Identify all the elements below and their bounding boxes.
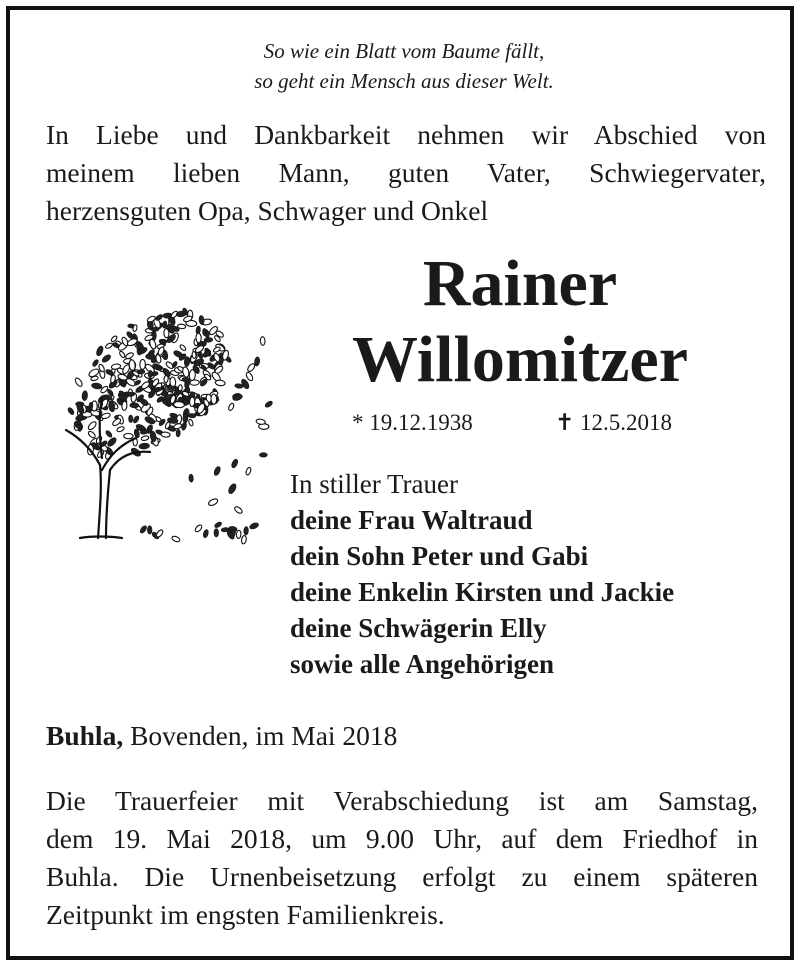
birth-date: * 19.12.1938 xyxy=(352,410,473,435)
leaf-shape xyxy=(227,483,237,495)
leaf-shape xyxy=(259,453,267,457)
leaf-shape xyxy=(183,414,189,423)
leaf-shape xyxy=(202,529,209,538)
leaf-shape xyxy=(202,328,207,336)
leaf-shape xyxy=(122,401,128,411)
leaf-shape xyxy=(67,407,75,416)
leaf-shape xyxy=(245,371,254,381)
leaf-shape xyxy=(246,363,256,373)
leaf-shape xyxy=(139,443,150,450)
funeral-info-line-2: dem 19. Mai 2018, um 9.00 Uhr, auf dem Friedhof in xyxy=(46,823,758,854)
leaf-shape xyxy=(182,377,191,382)
leaf-shape xyxy=(198,315,204,325)
leaf-shape xyxy=(196,333,202,343)
funeral-info-line-1: Die Trauerfeier mit Verabschiedung ist am Samstag, xyxy=(46,785,758,816)
leaf-shape xyxy=(105,342,113,349)
leaf-shape xyxy=(189,474,194,482)
leaf-shape xyxy=(234,505,244,514)
leaf-shape xyxy=(154,313,163,321)
leaf-shape xyxy=(264,400,273,408)
leaf-shape xyxy=(164,328,169,337)
mourner-line: sowie alle Angehörigen xyxy=(290,649,554,679)
leaf-shape xyxy=(171,535,181,543)
leaf-shape xyxy=(74,377,83,388)
leaf-shape xyxy=(119,350,126,358)
deceased-first-name: Rainer xyxy=(422,247,618,320)
death-date: ✝ 12.5.2018 xyxy=(555,410,673,435)
leaf-shape xyxy=(194,524,203,533)
leaf-shape xyxy=(213,466,222,477)
leaf-shape xyxy=(241,535,247,544)
leaf-shape xyxy=(147,526,152,534)
leaf-shape xyxy=(161,432,170,438)
leaf-shape xyxy=(148,370,153,378)
leaf-shape xyxy=(140,359,146,369)
leaf-shape xyxy=(141,435,149,441)
leaf-shape xyxy=(173,401,184,408)
leaf-shape xyxy=(87,420,97,431)
mourner-line: deine Frau Waltraud xyxy=(290,505,533,535)
leaf-shape xyxy=(129,415,133,423)
leaf-shape xyxy=(105,430,113,439)
tree-with-falling-leaves-icon xyxy=(40,280,280,550)
leaf-shape xyxy=(145,354,155,360)
leaf-shape xyxy=(188,419,194,427)
funeral-info-line-3: Buhla. Die Urnenbeisetzung erfolgt zu einem späteren xyxy=(46,861,758,892)
leaf-shape xyxy=(214,521,223,529)
leaf-shape xyxy=(256,418,266,425)
leaf-shape xyxy=(245,467,252,476)
funeral-info-line-4: Zeitpunkt im engsten Familienkreis. xyxy=(46,899,445,930)
leaf-shape xyxy=(260,337,265,346)
place-town: Buhla, xyxy=(46,720,124,751)
leaf-shape xyxy=(236,530,241,539)
leaf-shape xyxy=(166,385,175,390)
mourner-line: dein Sohn Peter und Gabi xyxy=(290,541,589,571)
leaf-shape xyxy=(89,402,94,410)
leaf-shape xyxy=(82,390,88,400)
intro-line-1: In Liebe und Dankbarkeit nehmen wir Abschied von xyxy=(46,119,766,150)
leaf-shape xyxy=(129,360,136,371)
deceased-last-name: Willomitzer xyxy=(352,323,688,396)
leaf-shape xyxy=(124,433,133,438)
leaf-shape xyxy=(211,394,217,404)
mourners-heading: In stiller Trauer xyxy=(290,469,458,499)
leaf-shape xyxy=(125,352,135,360)
leaf-shape xyxy=(176,429,181,437)
leaf-shape xyxy=(149,339,157,350)
leaf-shape xyxy=(137,369,145,374)
place-rest: Bovenden, im Mai 2018 xyxy=(123,720,398,751)
obituary-frame xyxy=(6,6,794,960)
leaf-shape xyxy=(249,522,260,530)
leaf-shape xyxy=(208,498,219,507)
leaf-shape xyxy=(116,426,125,433)
motto-line-1: So wie ein Blatt vom Baume fällt, xyxy=(263,39,545,63)
leaf-shape xyxy=(173,423,182,430)
place-and-date xyxy=(46,718,397,754)
leaf-shape xyxy=(179,344,187,352)
leaf-shape xyxy=(95,345,104,357)
mourner-line: deine Schwägerin Elly xyxy=(290,613,547,643)
leaf-shape xyxy=(244,526,249,535)
leaf-shape xyxy=(139,525,148,534)
leaf-shape xyxy=(214,529,219,537)
mourner-line: deine Enkelin Kirsten und Jackie xyxy=(290,577,675,607)
leaf-shape xyxy=(177,324,186,329)
leaf-shape xyxy=(87,430,96,439)
leaf-shape xyxy=(106,436,118,448)
leaf-shape xyxy=(155,529,164,538)
leaf-shape xyxy=(91,382,102,389)
intro-line-2: meinem lieben Mann, guten Vater, Schwiegervater, xyxy=(46,157,766,188)
leaf-shape xyxy=(213,346,221,353)
leaf-shape xyxy=(130,403,139,408)
leaf-shape xyxy=(112,417,122,427)
leaf-shape xyxy=(204,337,213,342)
leaf-shape xyxy=(228,403,235,412)
leaf-shape xyxy=(132,415,140,424)
leaf-shape xyxy=(215,380,225,387)
leaf-shape xyxy=(230,458,239,468)
intro-line-3: herzensguten Opa, Schwager und Onkel xyxy=(46,195,489,226)
leaf-shape xyxy=(101,353,112,363)
motto-line-2: so geht ein Mensch aus dieser Welt. xyxy=(254,69,554,93)
leaf-shape xyxy=(184,356,190,366)
